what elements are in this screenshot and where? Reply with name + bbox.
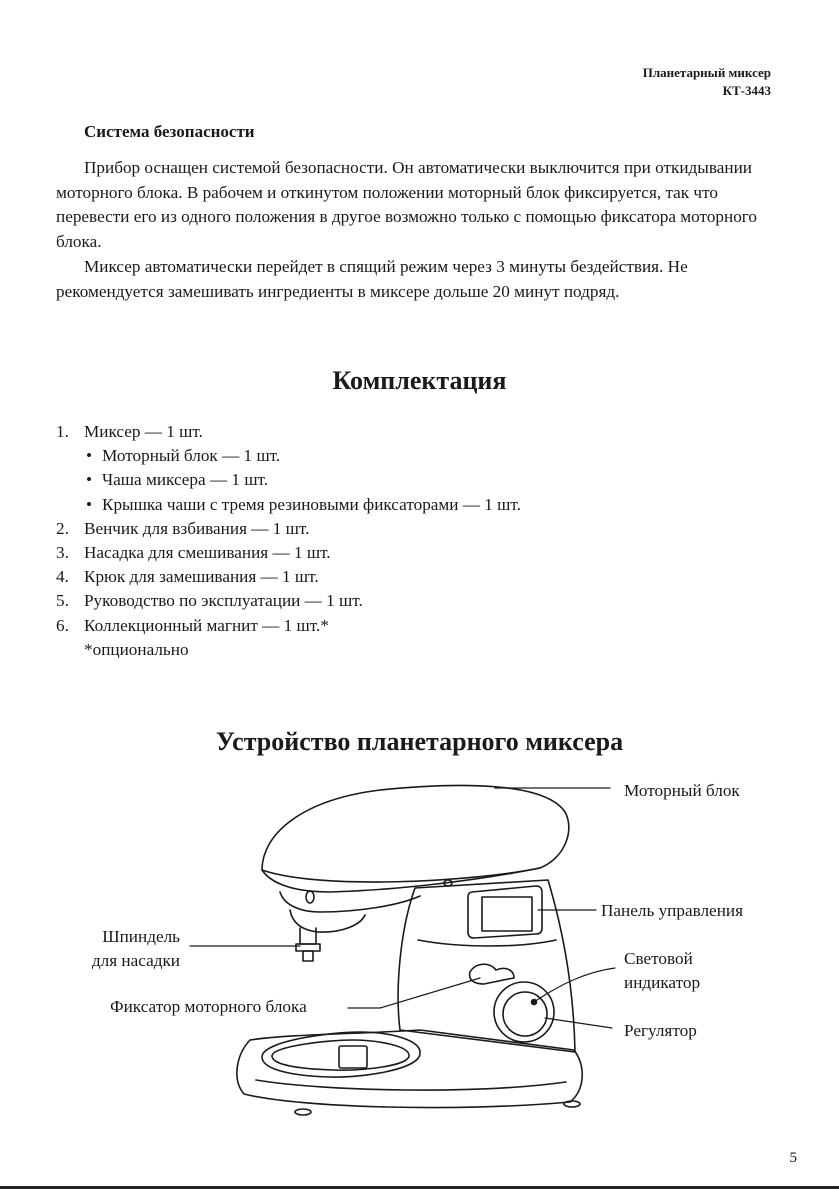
- list-subitem: [56, 468, 521, 492]
- list-item: [56, 420, 521, 444]
- kit-title: Комплектация: [332, 366, 507, 395]
- list-subitem-text: Крышка чаши с тремя резиновыми фиксаторами — 1 шт.: [102, 494, 521, 514]
- bowl-latch: [339, 1046, 367, 1068]
- list-item: [56, 541, 521, 565]
- control-panel-screen: [482, 897, 532, 931]
- label-regulator: Регулятор: [624, 1021, 697, 1040]
- page-number: 5: [789, 1150, 797, 1166]
- safety-title: Система безопасности: [84, 122, 255, 141]
- list-subitem: [56, 493, 521, 517]
- label-control-panel: Панель управления: [601, 901, 743, 920]
- list-item-number: 3.: [56, 543, 69, 563]
- light-indicator-icon: [532, 1000, 537, 1005]
- list-item-text: Насадка для смешивания — 1 шт.: [84, 543, 331, 563]
- spindle-housing: [290, 910, 365, 932]
- list-item-text: Миксер — 1 шт.: [84, 422, 203, 441]
- list-item-number: 2.: [56, 518, 69, 538]
- safety-paragraph-2: [56, 255, 780, 304]
- bullet-icon: •: [86, 470, 93, 490]
- list-item-number: 1.: [56, 422, 69, 441]
- label-spindle-line1: Шпиндель: [102, 927, 180, 946]
- list-item: [56, 614, 521, 638]
- device-title: Устройство планетарного миксера: [215, 727, 624, 756]
- bullet-icon: •: [86, 494, 93, 514]
- safety-paragraph-2-text: Миксер автоматически перейдет в спящий режим через 3 минуты бездействия. Не рекомендуется замешивать ингредиенты в миксере дольше 20 минут подряд.: [56, 257, 688, 301]
- list-subitem: [56, 444, 521, 468]
- label-spindle: [84, 925, 180, 973]
- running-header: [643, 64, 771, 100]
- label-motor-block: Моторный блок: [624, 781, 740, 800]
- label-motor-lock: Фиксатор моторного блока: [110, 997, 307, 1016]
- mixer-column: [398, 880, 575, 1052]
- bullet-icon: •: [86, 446, 93, 466]
- lock-lever-icon: [470, 964, 514, 984]
- list-item-number: 6.: [56, 615, 69, 635]
- list-item-text: Коллекционный магнит — 1 шт.*: [84, 615, 329, 635]
- header-model: КТ-3443: [722, 83, 771, 98]
- kit-list: [56, 420, 521, 662]
- label-light-line2: индикатор: [624, 973, 701, 992]
- list-item: [56, 517, 521, 541]
- list-note: *опционально: [84, 639, 189, 659]
- header-title: Планетарный миксер: [642, 65, 771, 80]
- regulator-knob-inner: [503, 992, 547, 1036]
- label-spindle-line2: для насадки: [91, 951, 180, 970]
- safety-paragraph-1: [56, 156, 780, 254]
- list-subitem-text: Моторный блок — 1 шт.: [102, 446, 281, 466]
- label-light-line1: Световой: [624, 949, 693, 968]
- safety-paragraph-1-text: Прибор оснащен системой безопасности. Он автоматически выключится при откидывании моторного блока. В рабочем и откинутом положении моторный блок фиксируется, так что перевести его из одного положения в другое возможно только с помощью фиксатора моторного блока.: [56, 158, 758, 251]
- list-item-text: Венчик для взбивания — 1 шт.: [84, 518, 310, 538]
- list-item-text: Крюк для замешивания — 1 шт.: [84, 567, 319, 587]
- list-item-text: Руководство по эксплуатации — 1 шт.: [84, 591, 363, 611]
- list-subitem-text: Чаша миксера — 1 шт.: [102, 470, 269, 490]
- motor-head: [262, 785, 569, 882]
- list-item: [56, 565, 521, 589]
- list-item-number: 5.: [56, 591, 69, 611]
- list-item-number: 4.: [56, 567, 69, 587]
- label-light-indicator: [624, 947, 700, 995]
- list-item: [56, 589, 521, 613]
